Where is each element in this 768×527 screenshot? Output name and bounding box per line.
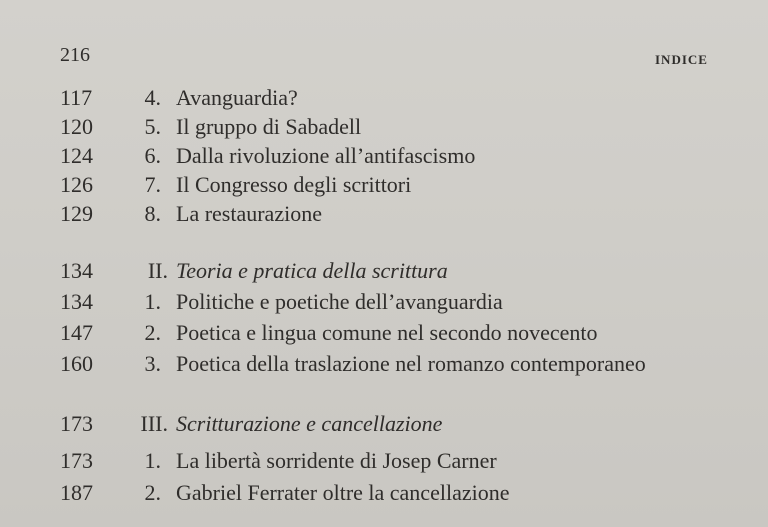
toc-section xyxy=(0,411,768,439)
toc-section-title: Scritturazione e cancellazione xyxy=(176,411,443,436)
toc-entry xyxy=(0,351,768,379)
toc-entry xyxy=(0,172,768,200)
toc-entry-number: 7. xyxy=(144,172,161,197)
toc-page-number: 120 xyxy=(60,114,93,139)
toc-page-number: 126 xyxy=(60,172,93,197)
toc-page-number: 134 xyxy=(60,258,93,283)
toc-entry-number: 3. xyxy=(144,351,161,376)
toc-section-number: III. xyxy=(140,411,168,436)
toc-entry-title: Politiche e poetiche dell’avanguardia xyxy=(176,289,503,314)
toc-entry xyxy=(0,85,768,113)
toc-entry-number: 1. xyxy=(144,448,161,473)
toc-entry xyxy=(0,201,768,229)
toc-entry-number: 6. xyxy=(144,143,161,168)
toc-entry-title: Il Congresso degli scrittori xyxy=(176,172,412,197)
toc-entry-title: La restaurazione xyxy=(176,201,322,226)
running-header: INDICE xyxy=(655,52,708,67)
toc-page-number: 147 xyxy=(60,320,93,345)
page-number: 216 xyxy=(60,44,90,66)
toc-entry-title: Avanguardia? xyxy=(176,85,298,110)
toc-entry xyxy=(0,448,768,476)
toc-page-number: 134 xyxy=(60,289,93,314)
toc-page-number: 160 xyxy=(60,351,93,376)
toc-entry xyxy=(0,114,768,142)
toc-entry-number: 8. xyxy=(144,201,161,226)
toc-entry xyxy=(0,289,768,317)
toc-entry xyxy=(0,143,768,171)
toc-entry-title: La libertà sorridente di Josep Carner xyxy=(176,448,497,473)
toc-page-number: 129 xyxy=(60,201,93,226)
toc-entry-number: 2. xyxy=(144,480,161,505)
toc-entry-title: Poetica e lingua comune nel secondo novecento xyxy=(176,320,598,345)
toc-page-number: 124 xyxy=(60,143,93,168)
toc-section-title: Teoria e pratica della scrittura xyxy=(176,258,448,283)
toc-entry-title: Poetica della traslazione nel romanzo contemporaneo xyxy=(176,351,646,376)
toc-page-number: 173 xyxy=(60,411,93,436)
toc-page-number: 117 xyxy=(60,85,93,110)
toc-page-number: 187 xyxy=(60,480,93,505)
toc-entry-title: Il gruppo di Sabadell xyxy=(176,114,362,139)
toc-entry xyxy=(0,320,768,348)
toc-entry-number: 5. xyxy=(144,114,161,139)
toc-entry-title: Gabriel Ferrater oltre la cancellazione xyxy=(176,480,510,505)
toc-section xyxy=(0,258,768,286)
toc-entry xyxy=(0,480,768,508)
toc-page-number: 173 xyxy=(60,448,93,473)
toc-entry-title: Dalla rivoluzione all’antifascismo xyxy=(176,143,476,168)
toc-entry-number: 4. xyxy=(144,85,161,110)
toc-entry-number: 1. xyxy=(144,289,161,314)
toc-section-number: II. xyxy=(147,258,168,283)
toc-entry-number: 2. xyxy=(144,320,161,345)
